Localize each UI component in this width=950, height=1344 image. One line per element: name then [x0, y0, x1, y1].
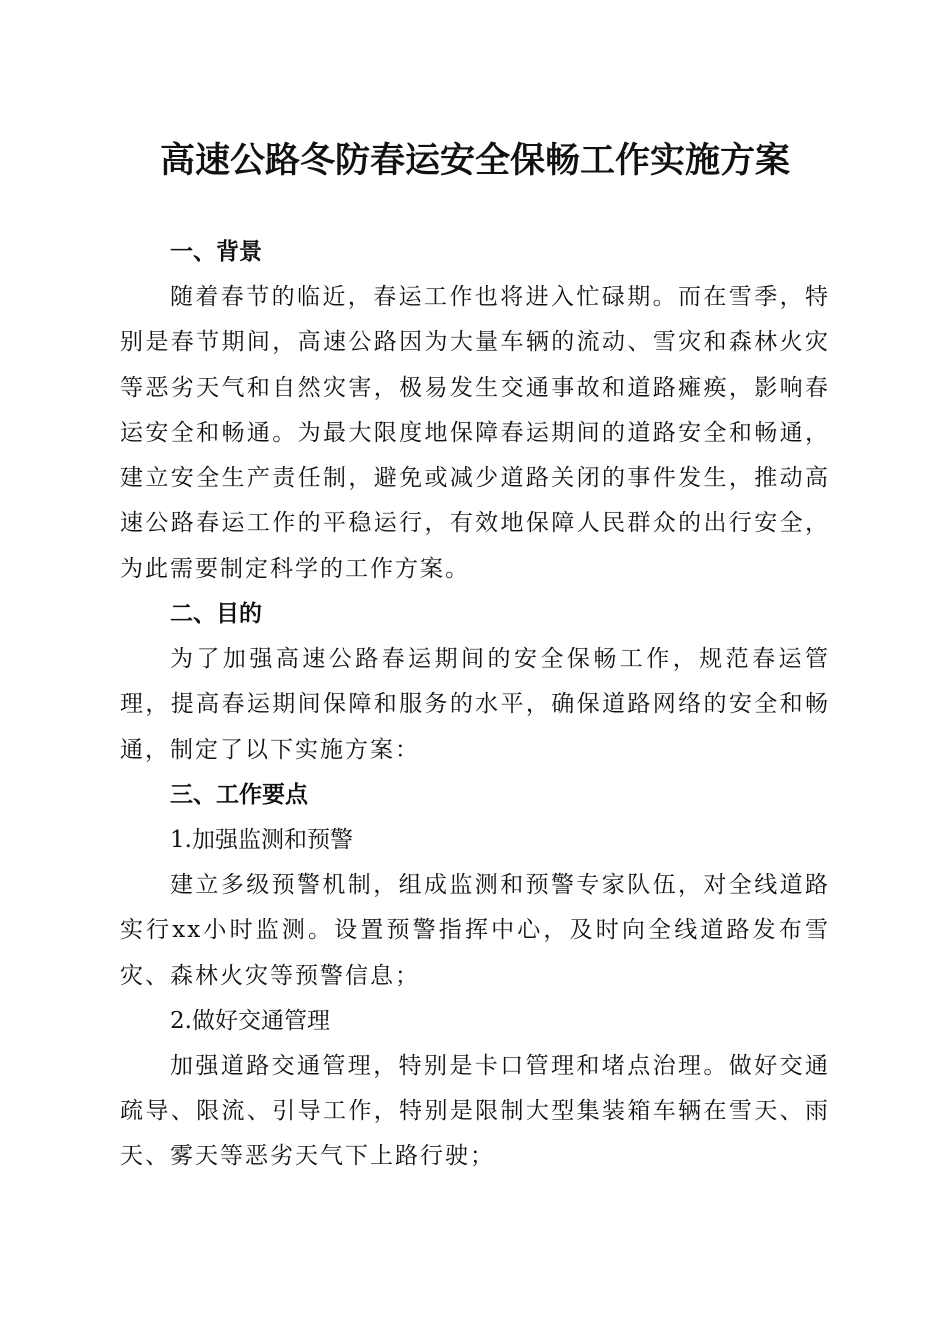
- document-title: 高速公路冬防春运安全保畅工作实施方案: [159, 140, 790, 181]
- key-point-1-title: 1.加强监测和预警: [170, 826, 353, 853]
- key-point-2-text: 加强道路交通管理，特别是卡口管理和堵点治理。做好交通疏导、限流、引导工作，特别是限制大型集装箱车辆在雪天、雨天、雾天等恶劣天气下上路行驶；: [120, 1052, 830, 1170]
- section-heading-background: 一、背景: [170, 239, 262, 265]
- key-point-1-text: 建立多级预警机制，组成监测和预警专家队伍，对全线道路实行xx小时监测。设置预警指挥中心，及时向全线道路发布雪灾、森林火灾等预警信息；: [120, 871, 830, 989]
- background-paragraph: 随着春节的临近，春运工作也将进入忙碌期。而在雪季，特别是春节期间，高速公路因为大量车辆的流动、雪灾和森林火灾等恶劣天气和自然灾害，极易发生交通事故和道路瘫痪，影响春运安全和畅通。为最大限度地保障春运期间的道路安全和畅通，建立安全生产责任制，避免或减少道路关闭的事件发生，推动高速公路春运工作的平稳运行，有效地保障人民群众的出行安全，为此需要制定科学的工作方案。: [120, 284, 830, 582]
- document-body: [120, 230, 830, 1180]
- section-heading-key-points: 三、工作要点: [170, 781, 308, 808]
- purpose-paragraph: 为了加强高速公路春运期间的安全保畅工作，规范春运管理，提高春运期间保障和服务的水平，确保道路网络的安全和畅通，制定了以下实施方案：: [120, 646, 830, 763]
- section-heading-purpose: 二、目的: [170, 601, 262, 628]
- key-point-2-title: 2.做好交通管理: [170, 1007, 330, 1034]
